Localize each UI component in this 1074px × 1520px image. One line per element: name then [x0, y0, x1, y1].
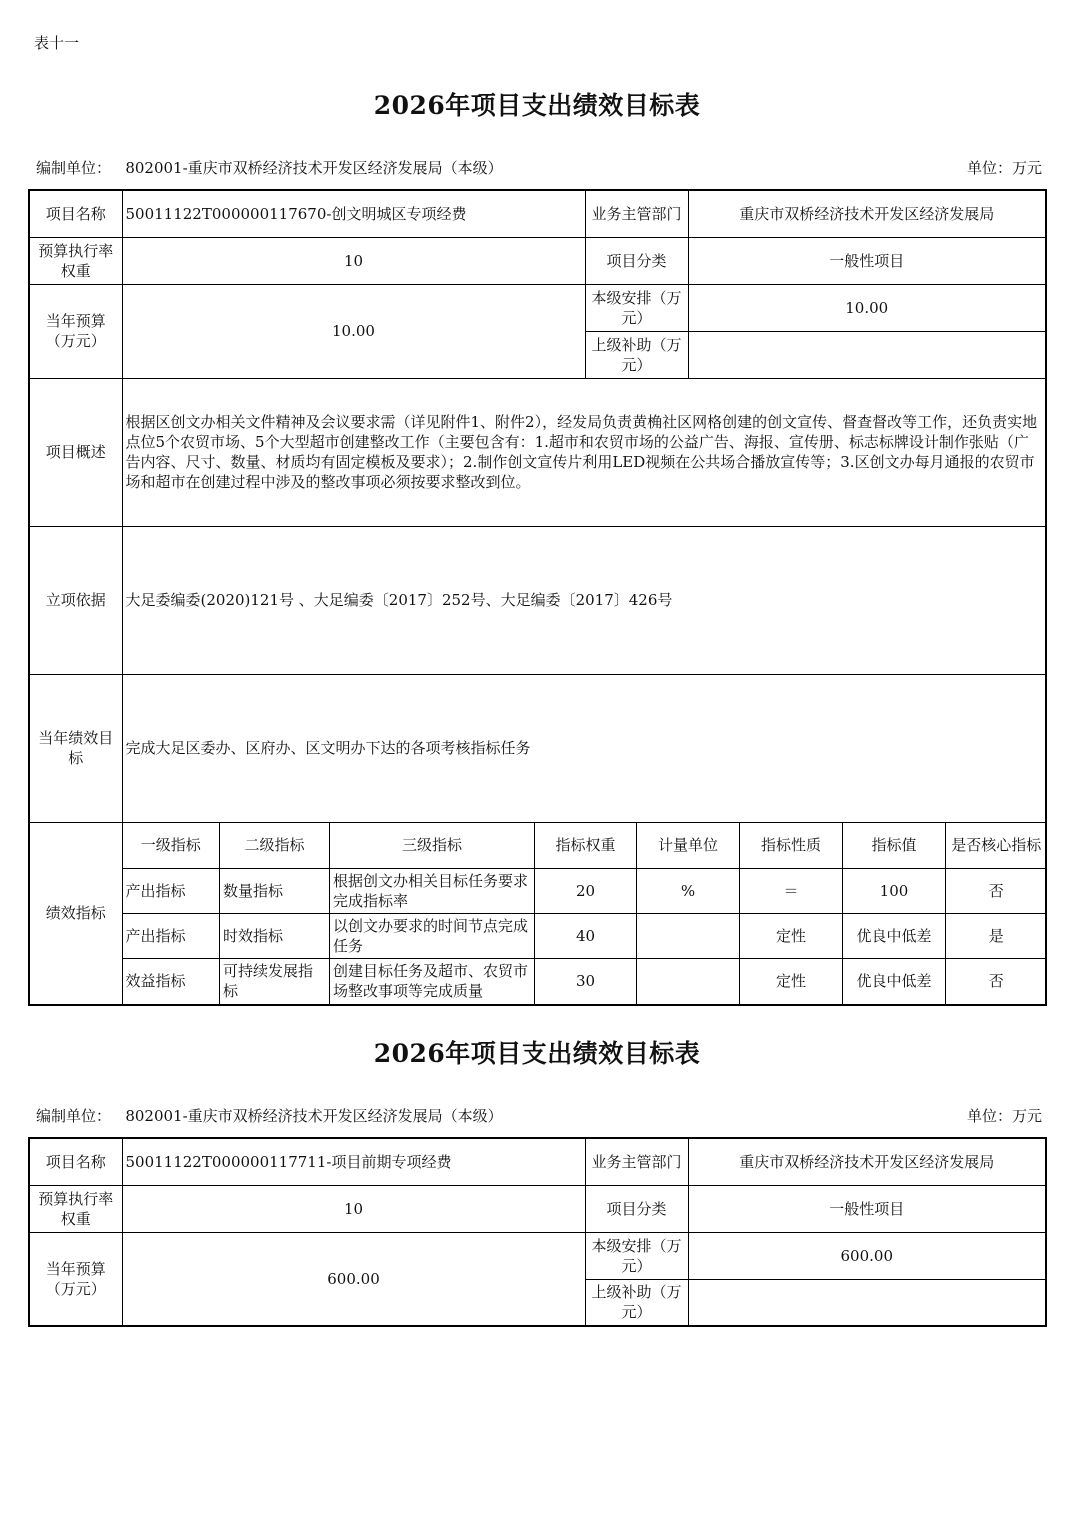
- project-name-value: 50011122T000000117670-创文明城区专项经费: [122, 190, 585, 237]
- header-level3: 三级指标: [330, 823, 535, 869]
- indicators-table: [123, 823, 1047, 1004]
- overview-text: 根据区创文办相关文件精神及会议要求需（详见附件1、附件2），经发局负责黄桷社区网格创建的创文宣传、督查督改等工作，还负责实地点位5个农贸市场、5个大型超市创建整改工作（主要包含有：1.超市和农贸市场的公益广告、海报、宣传册、标志标牌设计制作张贴（广告内容、尺寸、数量、材质均有固定模板及要求）；2.制作创文宣传片利用LED视频在公共场合播放宣传等；3.区创文办每月通报的农贸市场和超市在创建过程中涉及的整改事项必须按要求整改到位。: [122, 378, 1046, 526]
- indicators-header-row: [123, 823, 1047, 869]
- basis-label: 立项依据: [29, 526, 122, 674]
- header-level2: 二级指标: [220, 823, 330, 869]
- budget-value: 600.00: [122, 1232, 585, 1326]
- indicator-level2: 可持续发展指标: [220, 959, 330, 1004]
- indicators-label: 绩效指标: [29, 822, 122, 1005]
- indicator-value: 优良中低差: [843, 914, 946, 959]
- rate-weight-value: 10: [122, 237, 585, 284]
- indicator-core: 否: [946, 869, 1047, 914]
- table-row: [123, 959, 1047, 1004]
- dept-value: 重庆市双桥经济技术开发区经济发展局: [688, 1138, 1046, 1185]
- project-name-label: 项目名称: [29, 190, 122, 237]
- form-1-table: [28, 189, 1047, 1006]
- category-value: 一般性项目: [688, 1185, 1046, 1232]
- local-label: 本级安排（万元）: [585, 284, 688, 331]
- indicator-level3: 创建目标任务及超市、农贸市场整改事项等完成质量: [330, 959, 535, 1004]
- indicators-cell: [122, 822, 1046, 1005]
- table-row: [123, 869, 1047, 914]
- indicator-core: 是: [946, 914, 1047, 959]
- indicator-value: 优良中低差: [843, 959, 946, 1004]
- indicator-unit: [637, 959, 740, 1004]
- header-core: 是否核心指标: [946, 823, 1047, 869]
- budget-label: 当年预算（万元）: [29, 284, 122, 378]
- local-value: 10.00: [688, 284, 1046, 331]
- indicator-level3: 以创文办要求的时间节点完成任务: [330, 914, 535, 959]
- category-label: 项目分类: [585, 1185, 688, 1232]
- indicator-core: 否: [946, 959, 1047, 1004]
- project-name-label: 项目名称: [29, 1138, 122, 1185]
- goal-text: 完成大足区委办、区府办、区文明办下达的各项考核指标任务: [122, 674, 1046, 822]
- indicator-nature: 定性: [740, 914, 843, 959]
- unit-org-label: 编制单位：: [36, 159, 112, 177]
- header-value: 指标值: [843, 823, 946, 869]
- indicator-unit: %: [637, 869, 740, 914]
- indicator-value: 100: [843, 869, 946, 914]
- dept-value: 重庆市双桥经济技术开发区经济发展局: [688, 190, 1046, 237]
- unit-org-label: 编制单位：: [36, 1107, 112, 1125]
- indicator-nature: ＝: [740, 869, 843, 914]
- upper-value: [688, 331, 1046, 378]
- indicator-nature: 定性: [740, 959, 843, 1004]
- project-name-value: 50011122T000000117711-项目前期专项经费: [122, 1138, 585, 1185]
- upper-label: 上级补助（万元）: [585, 331, 688, 378]
- goal-label: 当年绩效目标: [29, 674, 122, 822]
- upper-label: 上级补助（万元）: [585, 1279, 688, 1326]
- form-1-meta-line: [36, 157, 1042, 178]
- indicator-weight: 40: [535, 914, 637, 959]
- unit-org-value: 802001-重庆市双桥经济技术开发区经济发展局（本级）: [125, 159, 503, 177]
- upper-value: [688, 1279, 1046, 1326]
- budget-label: 当年预算（万元）: [29, 1232, 122, 1326]
- form-2-meta-line: [36, 1105, 1042, 1126]
- indicator-weight: 20: [535, 869, 637, 914]
- header-nature: 指标性质: [740, 823, 843, 869]
- form-2-table: [28, 1137, 1047, 1327]
- rate-weight-value: 10: [122, 1185, 585, 1232]
- category-value: 一般性项目: [688, 237, 1046, 284]
- table-number-label: 表十一: [34, 34, 80, 52]
- table-row: [123, 914, 1047, 959]
- indicator-level1: 效益指标: [123, 959, 220, 1004]
- local-value: 600.00: [688, 1232, 1046, 1279]
- indicator-level2: 数量指标: [220, 869, 330, 914]
- form-1-title: 2026年项目支出绩效目标表: [373, 91, 701, 120]
- indicator-level1: 产出指标: [123, 914, 220, 959]
- unit-org-value: 802001-重庆市双桥经济技术开发区经济发展局（本级）: [125, 1107, 503, 1125]
- budget-value: 10.00: [122, 284, 585, 378]
- dept-label: 业务主管部门: [585, 190, 688, 237]
- category-label: 项目分类: [585, 237, 688, 284]
- indicator-level1: 产出指标: [123, 869, 220, 914]
- currency-unit: 单位：万元: [966, 159, 1042, 177]
- indicator-level2: 时效指标: [220, 914, 330, 959]
- rate-weight-label: 预算执行率权重: [29, 1185, 122, 1232]
- indicator-unit: [637, 914, 740, 959]
- indicator-weight: 30: [535, 959, 637, 1004]
- header-level1: 一级指标: [123, 823, 220, 869]
- indicator-level3: 根据创文办相关目标任务要求完成指标率: [330, 869, 535, 914]
- header-weight: 指标权重: [535, 823, 637, 869]
- local-label: 本级安排（万元）: [585, 1232, 688, 1279]
- dept-label: 业务主管部门: [585, 1138, 688, 1185]
- basis-text: 大足委编委(2020)121号 、大足编委〔2017〕252号、大足编委〔2017〕426号: [122, 526, 1046, 674]
- currency-unit: 单位：万元: [966, 1107, 1042, 1125]
- overview-label: 项目概述: [29, 378, 122, 526]
- form-2-title: 2026年项目支出绩效目标表: [373, 1039, 701, 1068]
- rate-weight-label: 预算执行率权重: [29, 237, 122, 284]
- header-unit: 计量单位: [637, 823, 740, 869]
